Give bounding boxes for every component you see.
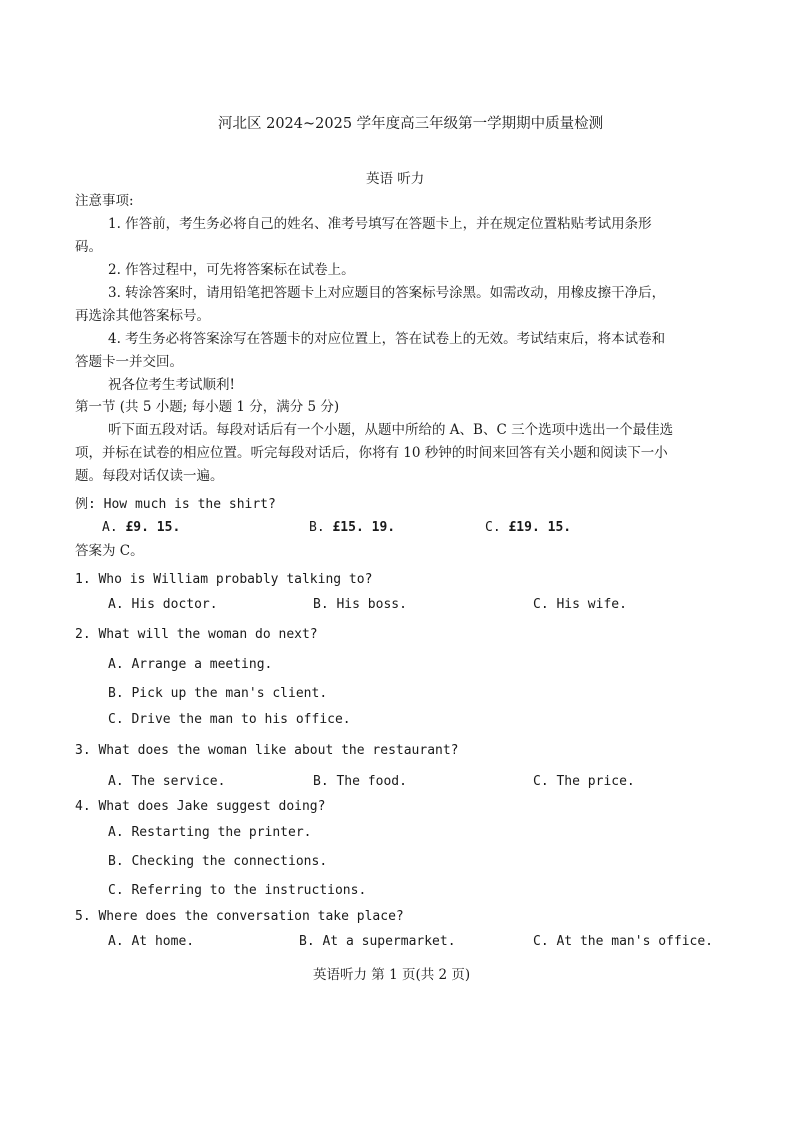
q3-option-c: C. The price.: [533, 774, 635, 789]
example-answer: 答案为 C。: [75, 543, 144, 559]
option-c-label: C.: [485, 520, 501, 535]
q3-option-a: A. The service.: [108, 774, 226, 789]
page-footer: 英语听力 第 1 页(共 2 页): [313, 967, 471, 983]
option-b-value: £15. 19.: [332, 520, 396, 535]
subject-title: 英语 听力: [366, 171, 425, 187]
q1-option-a: A. His doctor.: [108, 597, 218, 612]
example-question: 例: How much is the shirt?: [75, 497, 276, 512]
section-instructions-3: 题。每段对话仅读一遍。: [75, 468, 224, 484]
example-option-b: [309, 519, 395, 537]
q2-option-c: C. Drive the man to his office.: [108, 712, 351, 727]
q1-option-c: C. His wife.: [533, 597, 627, 612]
q5-option-a: A. At home.: [108, 934, 195, 949]
notice-item-2: 2. 作答过程中，可先将答案标在试卷上。: [108, 262, 355, 278]
notice-item-1-cont: 码。: [75, 239, 102, 255]
question-3: 3. What does the woman like about the restaurant?: [75, 743, 459, 758]
example-option-c: [485, 519, 571, 537]
q1-option-b: B. His boss.: [313, 597, 407, 612]
q4-option-a: A. Restarting the printer.: [108, 825, 312, 840]
notice-item-4: 4. 考生务必将答案涂写在答题卡的对应位置上，答在试卷上的无效。考试结束后，将本试卷和: [108, 331, 666, 347]
option-c-value: £19. 15.: [508, 520, 572, 535]
question-1: 1. Who is William probably talking to?: [75, 572, 373, 587]
q5-option-b: B. At a supermarket.: [299, 934, 456, 949]
notice-item-1: 1. 作答前，考生务必将自己的姓名、准考号填写在答题卡上，并在规定位置粘贴考试用条形: [108, 216, 652, 232]
option-b-label: B.: [309, 520, 325, 535]
question-2: 2. What will the woman do next?: [75, 627, 318, 642]
notice-item-3: 3. 转涂答案时，请用铅笔把答题卡上对应题目的答案标号涂黑。如需改动，用橡皮擦干净后，: [108, 285, 666, 301]
option-a-label: A.: [102, 520, 118, 535]
option-a-value: £9. 15.: [125, 520, 181, 535]
q2-option-a: A. Arrange a meeting.: [108, 657, 273, 672]
question-4: 4. What does Jake suggest doing?: [75, 799, 326, 814]
notice-item-4-cont: 答题卡一并交回。: [75, 354, 183, 370]
section-instructions-1: 听下面五段对话。每段对话后有一个小题，从题中所给的 A、B、C 三个选项中选出一个最佳选: [108, 422, 674, 438]
q5-option-c: C. At the man's office.: [533, 934, 714, 949]
wish-text: 祝各位考生考试顺利!: [108, 377, 235, 393]
section-heading: 第一节 (共 5 小题; 每小题 1 分，满分 5 分): [75, 399, 340, 415]
exam-title: 河北区 2024~2025 学年度高三年级第一学期期中质量检测: [218, 116, 604, 132]
notice-heading: 注意事项:: [75, 193, 134, 209]
q2-option-b: B. Pick up the man's client.: [108, 686, 328, 701]
notice-item-3-cont: 再选涂其他答案标号。: [75, 308, 210, 324]
q4-option-b: B. Checking the connections.: [108, 854, 328, 869]
section-instructions-2: 项，并标在试卷的相应位置。听完每段对话后，你将有 10 秒钟的时间来回答有关小题和阅读下一小: [75, 445, 668, 461]
q3-option-b: B. The food.: [313, 774, 407, 789]
q4-option-c: C. Referring to the instructions.: [108, 883, 367, 898]
question-5: 5. Where does the conversation take place?: [75, 909, 404, 924]
example-option-a: [102, 519, 180, 537]
